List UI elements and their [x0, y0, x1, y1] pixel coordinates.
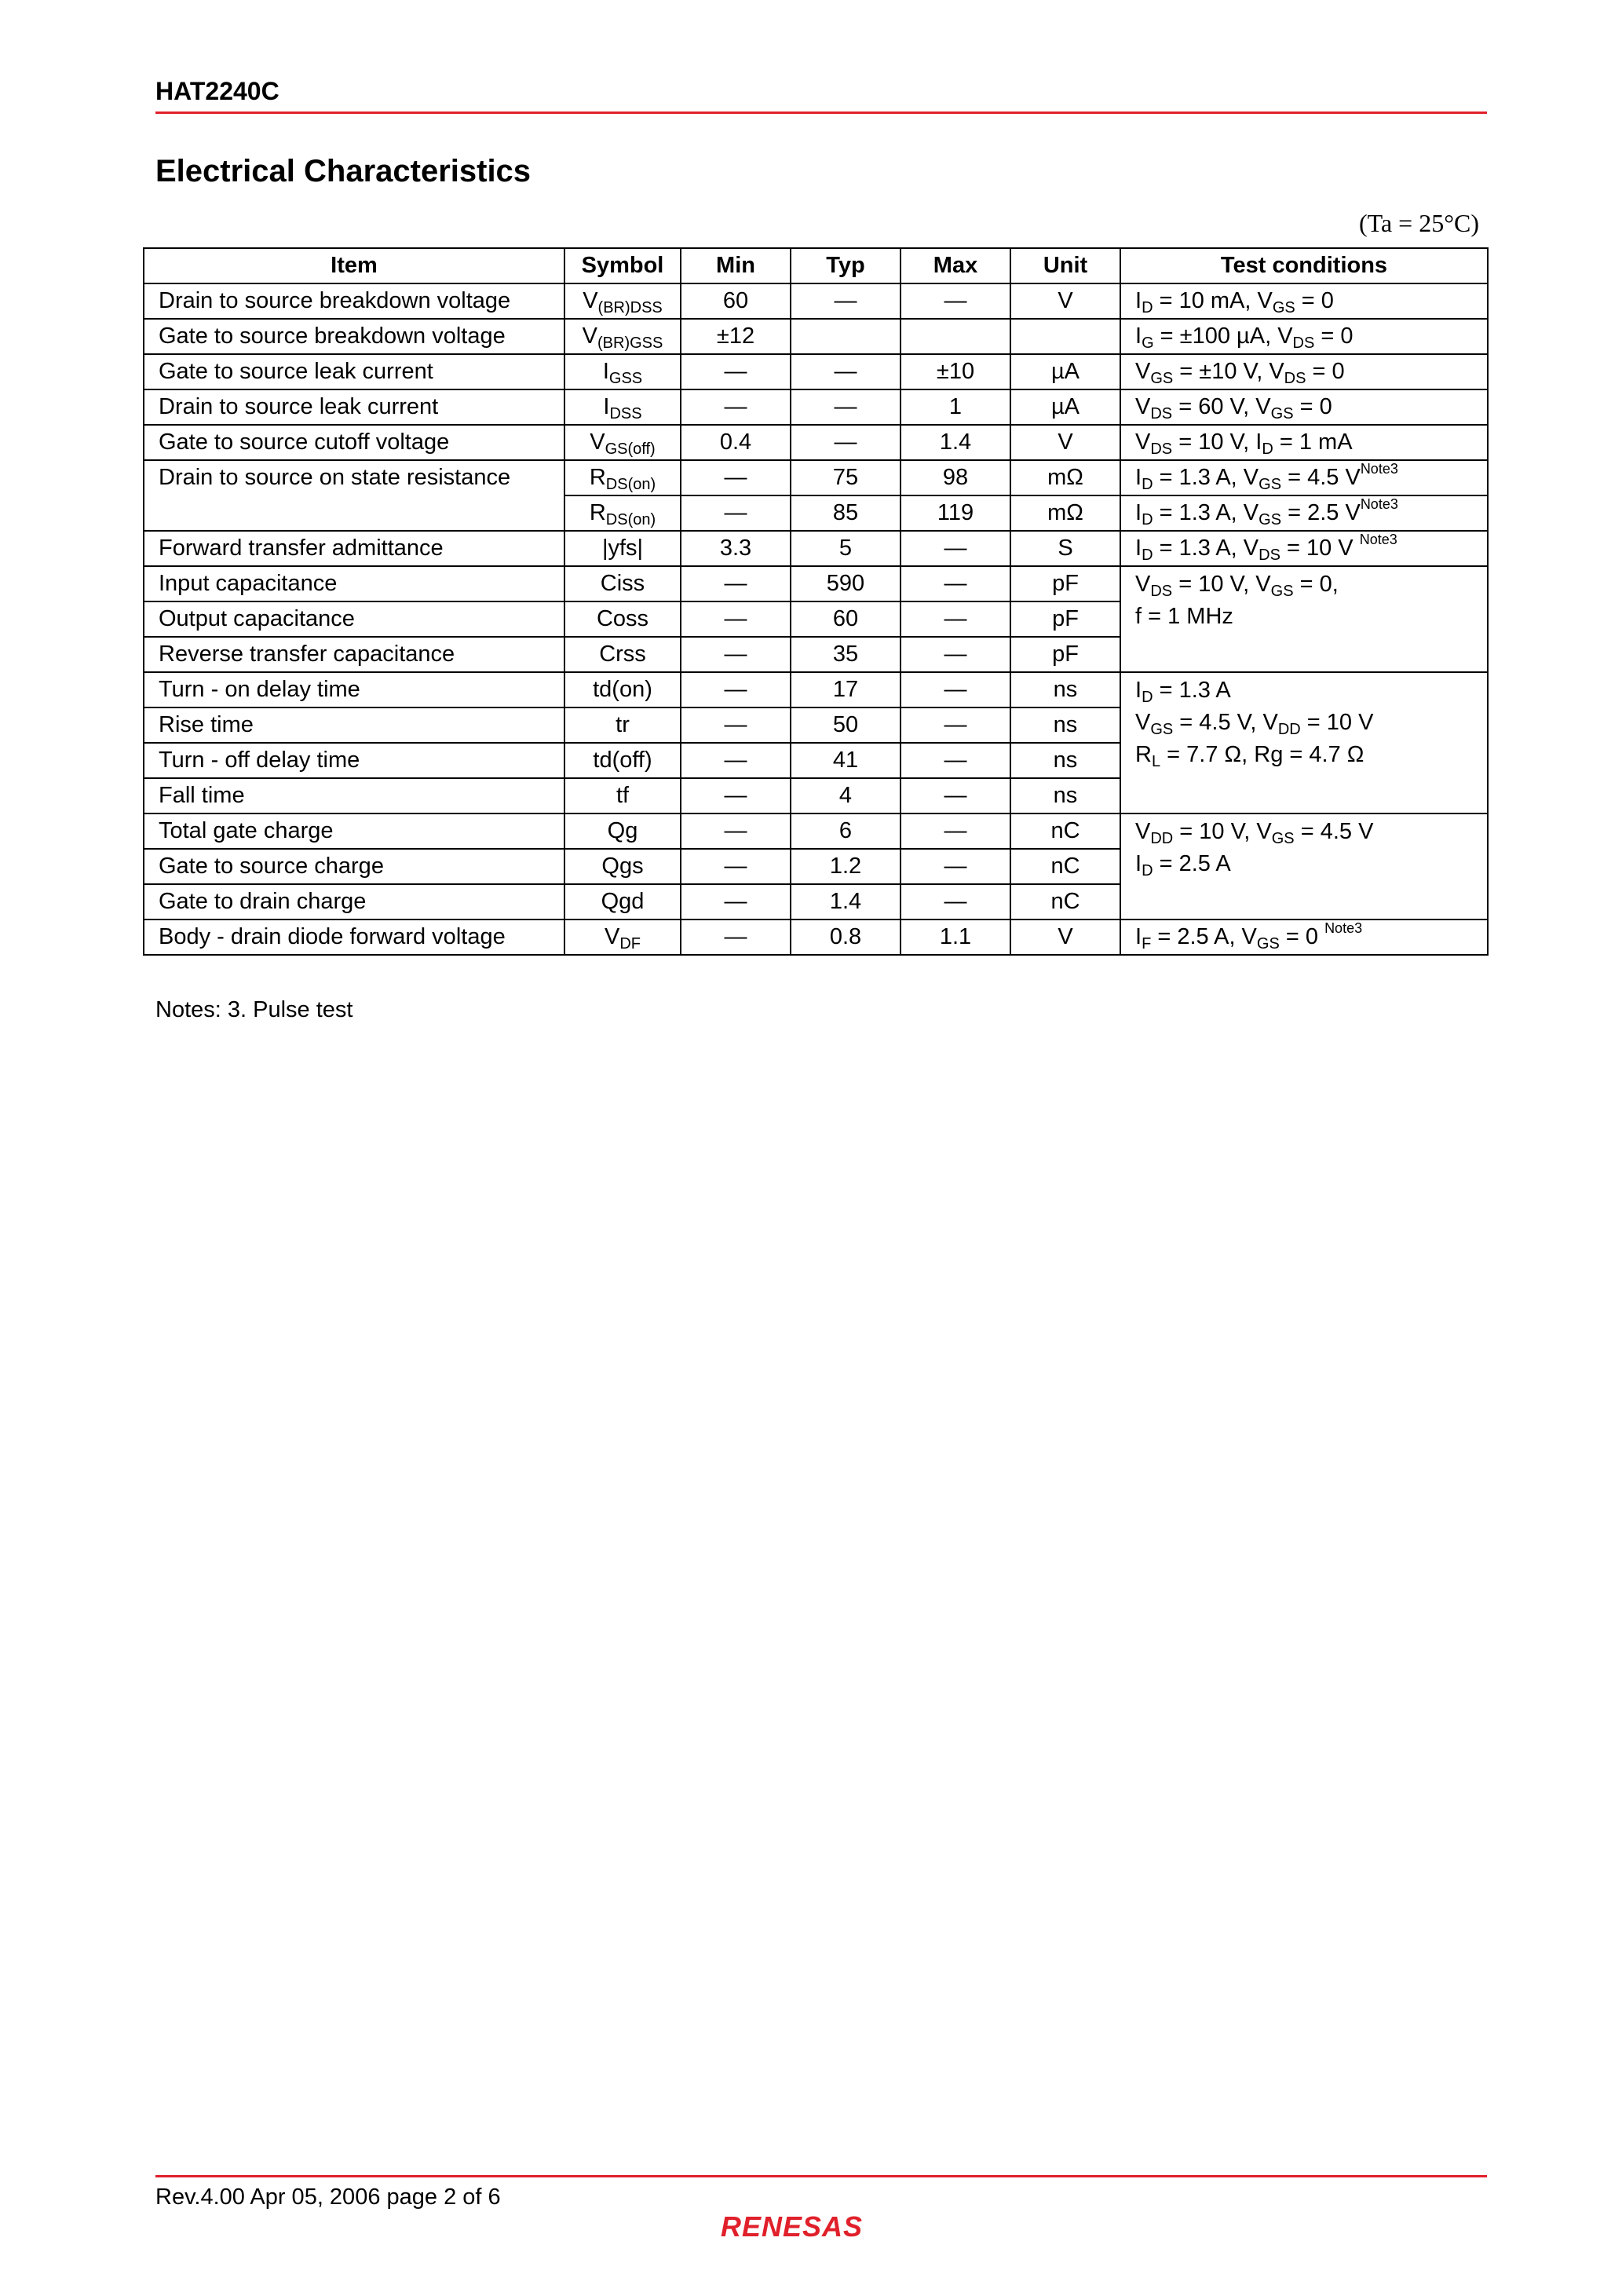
- symbol-text: R: [589, 465, 606, 490]
- cond-text: = 0: [1314, 324, 1353, 349]
- cond-text: = 0: [1295, 288, 1334, 313]
- cond-subscript: L: [1151, 753, 1161, 770]
- cond-subscript: GS: [1270, 405, 1294, 422]
- symbol-cell: [564, 495, 681, 531]
- symbol-text: V: [583, 288, 598, 313]
- cond-text: = 1.3 A, V: [1153, 536, 1259, 561]
- unit-cell: nC: [1010, 813, 1120, 849]
- footer-rule: [155, 2175, 1487, 2177]
- min-cell: —: [681, 919, 791, 955]
- cond-text: V: [1135, 572, 1151, 597]
- cond-subscript: GS: [1256, 935, 1280, 952]
- symbol-cell: Crss: [564, 637, 681, 672]
- min-cell: —: [681, 354, 791, 389]
- max-cell: 1.1: [901, 919, 1010, 955]
- typ-cell: 590: [791, 566, 901, 601]
- cond-subscript: DS: [1259, 547, 1280, 564]
- item-cell: Turn - on delay time: [144, 672, 564, 707]
- table-row: [144, 566, 1488, 601]
- symbol-cell: [564, 460, 681, 495]
- max-cell: ±10: [901, 354, 1010, 389]
- column-header: Symbol: [564, 248, 681, 283]
- cond-subscript: D: [1142, 511, 1153, 528]
- unit-cell: V: [1010, 919, 1120, 955]
- symbol-cell: td(on): [564, 672, 681, 707]
- table-row: [144, 531, 1488, 566]
- cond-subscript: DS: [1284, 370, 1306, 387]
- column-header: Item: [144, 248, 564, 283]
- cond-subscript: F: [1142, 935, 1152, 952]
- condition-cell: [1120, 813, 1488, 919]
- cond-subscript: GS: [1259, 511, 1282, 528]
- condition-cell: [1120, 283, 1488, 319]
- symbol-text: V: [582, 324, 597, 349]
- cond-text: V: [1135, 359, 1151, 384]
- cond-subscript: D: [1262, 441, 1273, 458]
- symbol-text: I: [602, 359, 609, 384]
- cond-text: I: [1135, 500, 1142, 525]
- cond-text: = 4.5 V: [1281, 465, 1361, 490]
- max-cell: —: [901, 849, 1010, 884]
- typ-cell: —: [791, 354, 901, 389]
- min-cell: 0.4: [681, 425, 791, 460]
- item-cell: Input capacitance: [144, 566, 564, 601]
- condition-cell: [1120, 919, 1488, 955]
- typ-cell: 17: [791, 672, 901, 707]
- unit-cell: µA: [1010, 354, 1120, 389]
- typ-cell: 60: [791, 601, 901, 637]
- symbol-text: I: [603, 394, 610, 419]
- table-row: [144, 460, 1488, 495]
- electrical-characteristics-table: [143, 247, 1489, 956]
- max-cell: [901, 319, 1010, 354]
- max-cell: —: [901, 707, 1010, 743]
- cond-line: [1135, 848, 1479, 880]
- max-cell: —: [901, 884, 1010, 919]
- typ-cell: 5: [791, 531, 901, 566]
- min-cell: —: [681, 778, 791, 813]
- cond-subscript: G: [1142, 335, 1154, 352]
- typ-cell: 75: [791, 460, 901, 495]
- cond-text: = ±10 V, V: [1173, 359, 1284, 384]
- max-cell: —: [901, 531, 1010, 566]
- column-header: Max: [901, 248, 1010, 283]
- cond-subscript: DS: [1150, 405, 1173, 422]
- symbol-subscript: GSS: [608, 370, 643, 387]
- item-cell: Gate to source charge: [144, 849, 564, 884]
- condition-cell: [1120, 531, 1488, 566]
- cond-text: = 4.5 V, V: [1173, 710, 1278, 735]
- typ-cell: [791, 319, 901, 354]
- unit-cell: pF: [1010, 601, 1120, 637]
- min-cell: —: [681, 637, 791, 672]
- symbol-subscript: (BR)DSS: [597, 299, 663, 316]
- cond-text: I: [1135, 536, 1142, 561]
- cond-subscript: GS: [1150, 370, 1174, 387]
- unit-cell: ns: [1010, 778, 1120, 813]
- cond-subscript: GS: [1259, 476, 1282, 493]
- item-cell: Turn - off delay time: [144, 743, 564, 778]
- item-cell: Fall time: [144, 778, 564, 813]
- cond-text: V: [1135, 710, 1151, 735]
- unit-cell: V: [1010, 425, 1120, 460]
- table-notes: Notes: 3. Pulse test: [155, 997, 353, 1022]
- min-cell: 60: [681, 283, 791, 319]
- condition-cell: [1120, 425, 1488, 460]
- cond-text: = 0: [1279, 924, 1325, 949]
- symbol-subscript: DF: [619, 935, 641, 952]
- symbol-cell: [564, 319, 681, 354]
- renesas-logo: [721, 2208, 917, 2243]
- cond-text: = 0: [1306, 359, 1345, 384]
- symbol-cell: Ciss: [564, 566, 681, 601]
- symbol-cell: [564, 354, 681, 389]
- table-row: [144, 283, 1488, 319]
- cond-text: = 10 V, V: [1173, 819, 1272, 844]
- max-cell: —: [901, 637, 1010, 672]
- symbol-cell: |yfs|: [564, 531, 681, 566]
- cond-subscript: D: [1142, 689, 1153, 706]
- cond-subscript: GS: [1271, 830, 1295, 847]
- note-reference: Note3: [1360, 461, 1398, 477]
- min-cell: —: [681, 884, 791, 919]
- max-cell: 1.4: [901, 425, 1010, 460]
- cond-text: I: [1135, 924, 1142, 949]
- note-reference: Note3: [1324, 920, 1363, 936]
- symbol-cell: [564, 919, 681, 955]
- cond-text: = 10 V: [1300, 710, 1374, 735]
- cond-text: = ±100 µA, V: [1153, 324, 1293, 349]
- item-cell: Gate to source breakdown voltage: [144, 319, 564, 354]
- min-cell: —: [681, 495, 791, 531]
- cond-text: = 10 V: [1280, 536, 1360, 561]
- cond-text: = 1.3 A, V: [1153, 500, 1259, 525]
- cond-line: [1135, 739, 1479, 771]
- cond-line: [1135, 707, 1479, 739]
- unit-cell: nC: [1010, 884, 1120, 919]
- cond-line: [1135, 675, 1479, 707]
- cond-text: = 10 V, V: [1172, 572, 1271, 597]
- item-cell: Drain to source leak current: [144, 389, 564, 425]
- min-cell: —: [681, 566, 791, 601]
- max-cell: —: [901, 813, 1010, 849]
- max-cell: 1: [901, 389, 1010, 425]
- cond-text: = 1 mA: [1273, 430, 1353, 455]
- column-header: Test conditions: [1120, 248, 1488, 283]
- cond-text: I: [1135, 678, 1142, 703]
- cond-subscript: DD: [1277, 721, 1301, 738]
- unit-cell: mΩ: [1010, 495, 1120, 531]
- cond-subscript: D: [1142, 862, 1153, 879]
- min-cell: —: [681, 389, 791, 425]
- unit-cell: pF: [1010, 566, 1120, 601]
- cond-text: = 0: [1293, 394, 1332, 419]
- typ-cell: 0.8: [791, 919, 901, 955]
- symbol-cell: [564, 425, 681, 460]
- footer-revision: Rev.4.00 Apr 05, 2006 page 2 of 6: [155, 2184, 501, 2210]
- cond-subscript: DD: [1150, 830, 1174, 847]
- typ-cell: 41: [791, 743, 901, 778]
- symbol-cell: td(off): [564, 743, 681, 778]
- condition-cell: [1120, 460, 1488, 495]
- typ-cell: 6: [791, 813, 901, 849]
- symbol-cell: Qg: [564, 813, 681, 849]
- cond-text: = 10 mA, V: [1153, 288, 1273, 313]
- unit-cell: ns: [1010, 707, 1120, 743]
- unit-cell: S: [1010, 531, 1120, 566]
- symbol-cell: Qgs: [564, 849, 681, 884]
- symbol-subscript: DS(on): [605, 476, 656, 493]
- max-cell: —: [901, 566, 1010, 601]
- typ-cell: 1.4: [791, 884, 901, 919]
- condition-cell: [1120, 672, 1488, 813]
- unit-cell: mΩ: [1010, 460, 1120, 495]
- item-cell: Reverse transfer capacitance: [144, 637, 564, 672]
- symbol-cell: Qgd: [564, 884, 681, 919]
- max-cell: —: [901, 743, 1010, 778]
- cond-subscript: GS: [1270, 583, 1294, 600]
- min-cell: —: [681, 672, 791, 707]
- condition-cell: [1120, 389, 1488, 425]
- cond-text: = 2.5 V: [1281, 500, 1361, 525]
- column-header: Typ: [791, 248, 901, 283]
- condition-cell: [1120, 495, 1488, 531]
- table-row: [144, 425, 1488, 460]
- typ-cell: —: [791, 425, 901, 460]
- item-cell: Drain to source on state resistance: [144, 460, 564, 531]
- symbol-cell: [564, 389, 681, 425]
- min-cell: —: [681, 707, 791, 743]
- item-cell: Rise time: [144, 707, 564, 743]
- cond-line: [1135, 569, 1479, 601]
- note-reference: Note3: [1360, 496, 1398, 512]
- typ-cell: 4: [791, 778, 901, 813]
- cond-subscript: DS: [1150, 583, 1173, 600]
- cond-subscript: D: [1142, 476, 1153, 493]
- cond-text: = 7.7 Ω, Rg = 4.7 Ω: [1160, 742, 1364, 767]
- note-reference: Note3: [1359, 532, 1397, 547]
- cond-text: I: [1135, 465, 1142, 490]
- min-cell: —: [681, 601, 791, 637]
- symbol-subscript: (BR)GSS: [597, 335, 663, 352]
- typ-cell: —: [791, 389, 901, 425]
- cond-text: I: [1135, 288, 1142, 313]
- item-cell: Gate to source cutoff voltage: [144, 425, 564, 460]
- symbol-subscript: DSS: [609, 405, 642, 422]
- unit-cell: pF: [1010, 637, 1120, 672]
- symbol-subscript: GS(off): [605, 441, 656, 458]
- max-cell: 119: [901, 495, 1010, 531]
- cond-text: I: [1135, 324, 1142, 349]
- cond-text: = 2.5 A: [1153, 851, 1231, 876]
- condition-cell: [1120, 354, 1488, 389]
- condition-cell: [1120, 566, 1488, 672]
- max-cell: —: [901, 601, 1010, 637]
- cond-text: = 4.5 V: [1294, 819, 1374, 844]
- unit-cell: nC: [1010, 849, 1120, 884]
- symbol-text: R: [589, 500, 606, 525]
- symbol-cell: Coss: [564, 601, 681, 637]
- table-row: [144, 813, 1488, 849]
- typ-cell: 85: [791, 495, 901, 531]
- min-cell: ±12: [681, 319, 791, 354]
- symbol-text: V: [604, 924, 620, 949]
- typ-cell: 50: [791, 707, 901, 743]
- cond-text: V: [1135, 394, 1151, 419]
- unit-cell: [1010, 319, 1120, 354]
- logo-text: RENESAS: [721, 2210, 864, 2243]
- symbol-subscript: DS(on): [605, 511, 656, 528]
- cond-line: [1135, 816, 1479, 848]
- cond-text: = 0,: [1293, 572, 1339, 597]
- max-cell: —: [901, 778, 1010, 813]
- document-part-number: HAT2240C: [155, 77, 279, 105]
- cond-text: = 1.3 A, V: [1153, 465, 1259, 490]
- table-row: [144, 919, 1488, 955]
- item-cell: Drain to source breakdown voltage: [144, 283, 564, 319]
- typ-cell: —: [791, 283, 901, 319]
- typ-cell: 35: [791, 637, 901, 672]
- cond-text: = 2.5 A, V: [1151, 924, 1257, 949]
- cond-text: = 60 V, V: [1172, 394, 1271, 419]
- cond-text: V: [1135, 430, 1151, 455]
- min-cell: —: [681, 813, 791, 849]
- min-cell: —: [681, 460, 791, 495]
- typ-cell: 1.2: [791, 849, 901, 884]
- table-header-row: [144, 248, 1488, 283]
- cond-subscript: D: [1142, 547, 1153, 564]
- condition-cell: [1120, 319, 1488, 354]
- item-cell: Output capacitance: [144, 601, 564, 637]
- item-cell: Gate to source leak current: [144, 354, 564, 389]
- cond-text: V: [1135, 819, 1151, 844]
- column-header: Min: [681, 248, 791, 283]
- unit-cell: µA: [1010, 389, 1120, 425]
- unit-cell: V: [1010, 283, 1120, 319]
- header-rule: [155, 112, 1487, 114]
- symbol-cell: tf: [564, 778, 681, 813]
- cond-subscript: D: [1142, 299, 1153, 316]
- symbol-cell: [564, 283, 681, 319]
- ambient-temperature: (Ta = 25°C): [1358, 209, 1479, 237]
- cond-subscript: DS: [1150, 441, 1173, 458]
- cond-subscript: GS: [1150, 721, 1174, 738]
- unit-cell: ns: [1010, 743, 1120, 778]
- cond-text: = 1.3 A: [1153, 678, 1231, 703]
- column-header: Unit: [1010, 248, 1120, 283]
- table-row: [144, 389, 1488, 425]
- max-cell: —: [901, 672, 1010, 707]
- min-cell: 3.3: [681, 531, 791, 566]
- table-row: [144, 319, 1488, 354]
- max-cell: 98: [901, 460, 1010, 495]
- item-cell: Forward transfer admittance: [144, 531, 564, 566]
- max-cell: —: [901, 283, 1010, 319]
- cond-subscript: DS: [1292, 335, 1315, 352]
- min-cell: —: [681, 743, 791, 778]
- table-row: [144, 354, 1488, 389]
- cond-text: = 10 V, I: [1172, 430, 1262, 455]
- section-title: Electrical Characteristics: [155, 154, 532, 188]
- item-cell: Body - drain diode forward voltage: [144, 919, 564, 955]
- unit-cell: ns: [1010, 672, 1120, 707]
- cond-subscript: GS: [1272, 299, 1295, 316]
- min-cell: —: [681, 849, 791, 884]
- symbol-cell: tr: [564, 707, 681, 743]
- cond-text: R: [1135, 742, 1152, 767]
- table-row: [144, 672, 1488, 707]
- cond-text: I: [1135, 851, 1142, 876]
- item-cell: Total gate charge: [144, 813, 564, 849]
- symbol-text: V: [590, 430, 605, 455]
- item-cell: Gate to drain charge: [144, 884, 564, 919]
- cond-line: f = 1 MHz: [1135, 604, 1233, 629]
